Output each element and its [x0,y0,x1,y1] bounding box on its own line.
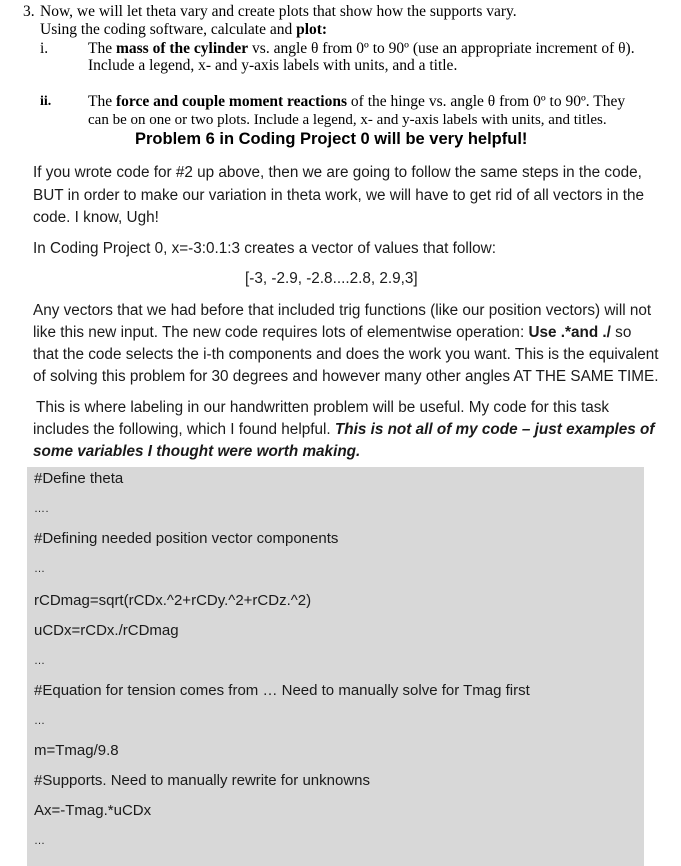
para1-line-2: BUT in order to make our variation in theta work, we will have to get rid of all vectors in the [33,187,645,204]
question-line-2-text: Using the coding software, calculate and [40,21,297,38]
para3-elementwise-emphasis: Use .*and ./ [528,324,611,341]
item-i-line-2: Include a legend, x- and y-axis labels with units, and a title. [88,57,458,74]
item-i-line-1 [88,40,635,58]
item-i-marker: i. [40,40,49,57]
code-ellipsis-5: … [34,835,46,847]
item-ii-text-pre: The [88,93,116,110]
code-ellipsis-1: …. [34,503,50,515]
code-ellipsis-4: … [34,715,46,727]
code-line-define-theta: #Define theta [34,470,124,487]
para1-line-3: code. I know, Ugh! [33,209,159,226]
question-line-2 [40,21,327,39]
code-line-position-components: #Defining needed position vector components [34,530,339,547]
code-line-ax: Ax=-Tmag.*uCDx [34,802,152,819]
para4-line-3: some variables I thought were worth making. [33,443,361,460]
para4-line-2 [33,418,655,441]
para3-line-2-pre: like this new input. The new code requires lots of elementwise operation: [33,324,529,341]
item-ii-marker: ii. [40,94,52,109]
item-ii-line-2: can be on one or two plots. Include a legend, x- and y-axis labels with units, and titles. [88,112,607,128]
para1-line-1: If you wrote code for #2 up above, then we are going to follow the same steps in the code, [33,164,642,181]
para3-line-4: of solving this problem for 30 degrees and however many other angles AT THE SAME TIME. [33,368,659,385]
code-line-supports: #Supports. Need to manually rewrite for unknowns [34,772,371,789]
item-ii-line-1 [88,93,625,111]
para2: In Coding Project 0, x=-3:0.1:3 creates a vector of values that follow: [33,240,496,257]
para4-line-2-emphasis: This is not all of my code – just examples of [334,421,655,438]
item-ii-emphasis: force and couple moment reactions [115,93,348,110]
code-line-rcdmag: rCDmag=sqrt(rCDx.^2+rCDy.^2+rCDz.^2) [34,592,312,609]
code-line-ucdx: uCDx=rCDx./rCDmag [34,622,179,639]
para3-line-2 [33,321,631,344]
item-i-text-post: vs. angle θ from 0º to 90º (use an appropriate increment of θ). [248,40,635,57]
para3-line-3: that the code selects the i-th components and does the work you want. This is the equivalent [33,346,659,363]
code-line-mass: m=Tmag/9.8 [34,742,119,759]
question-number: 3. [23,3,35,20]
para3-line-1: Any vectors that we had before that included trig functions (like our position vectors) will not [33,302,652,319]
code-line-tension: #Equation for tension comes from … Need to manually solve for Tmag first [34,682,530,699]
item-ii-text-post: of the hinge vs. angle θ from 0º to 90º. They [347,93,626,110]
question-plot-emphasis: plot: [296,21,328,38]
code-ellipsis-3: … [34,655,46,667]
question-line-1: Now, we will let theta vary and create plots that show how the supports vary. [40,3,517,20]
vector-example: [-3, -2.9, -2.8....2.8, 2.9,3] [245,270,418,287]
item-i-emphasis: mass of the cylinder [115,40,249,57]
item-i-text-pre: The [88,40,116,57]
para4-line-2-pre: includes the following, which I found helpful. [33,421,335,438]
para4-line-1: This is where labeling in our handwritten problem will be useful. My code for this task [36,399,610,416]
hint-heading: Problem 6 in Coding Project 0 will be very helpful! [135,130,528,148]
para3-line-2-post: so [610,324,632,341]
code-ellipsis-2: … [34,563,46,575]
